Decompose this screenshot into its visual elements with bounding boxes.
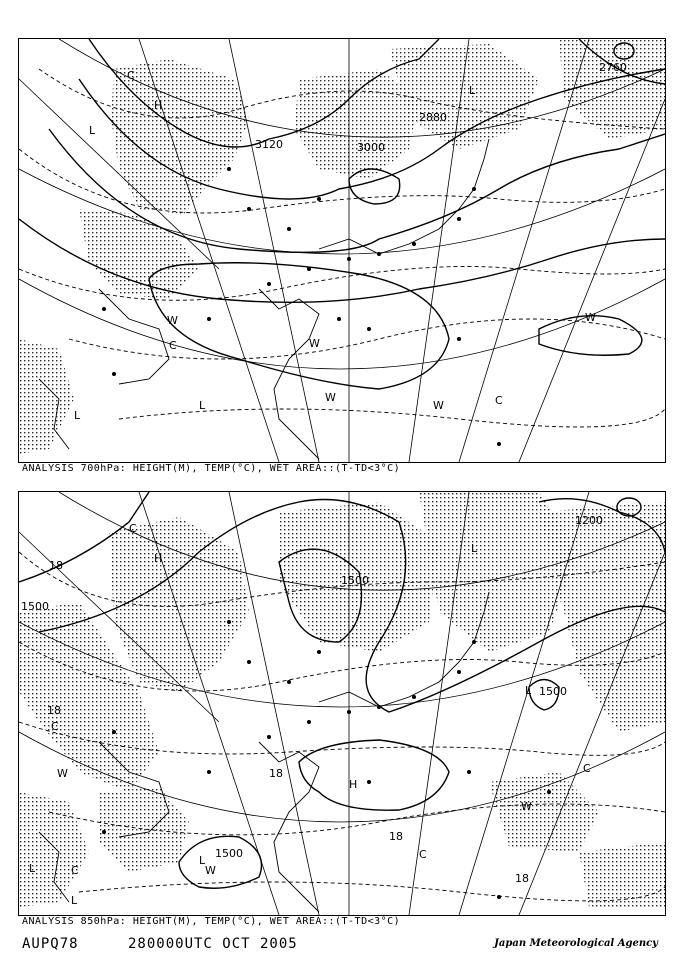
height-label-1200: 1200 xyxy=(575,514,603,527)
cold-marker: C xyxy=(51,720,59,733)
high-center: H xyxy=(154,552,163,565)
map-panel-700hpa xyxy=(18,38,666,463)
caption-700hpa: ANALYSIS 700hPa: HEIGHT(M), TEMP(°C), WET AREA::(T-TD<3°C) xyxy=(22,463,401,474)
wet-area xyxy=(579,842,665,907)
map-panel-850hpa xyxy=(18,491,666,916)
warm-marker: W xyxy=(433,399,444,412)
low-center: L xyxy=(74,409,81,422)
height-label-3000: 3000 xyxy=(357,141,385,154)
high-center: H xyxy=(349,778,358,791)
low-center: L xyxy=(29,862,36,875)
isotherm-label-18: 18 xyxy=(49,559,63,572)
low-center: L xyxy=(199,399,206,412)
height-label-1500: 1500 xyxy=(539,685,567,698)
map-700hpa-graphic xyxy=(19,39,665,462)
chart-code: AUPQ78 xyxy=(22,936,79,952)
cold-marker: C xyxy=(419,848,427,861)
warm-marker: W xyxy=(205,864,216,877)
height-label-2880: 2880 xyxy=(419,111,447,124)
low-center: L xyxy=(471,542,478,555)
height-label-1500: 1500 xyxy=(215,847,243,860)
isotherm-label-18: 18 xyxy=(389,830,403,843)
cold-marker: C xyxy=(127,69,135,82)
valid-time: 280000UTC OCT 2005 xyxy=(128,936,298,952)
wet-area xyxy=(19,792,89,907)
height-label-2760: 2760 xyxy=(599,61,627,74)
height-label-1500: 1500 xyxy=(21,600,49,613)
low-center: L xyxy=(469,84,476,97)
map-850hpa-graphic xyxy=(19,492,665,915)
wet-area xyxy=(99,787,189,872)
isotherm-label-18: 18 xyxy=(515,872,529,885)
wet-area xyxy=(489,772,599,852)
warm-marker: W xyxy=(521,800,532,813)
warm-marker: W xyxy=(585,311,596,324)
wet-area xyxy=(109,517,249,692)
cold-marker: C xyxy=(583,762,591,775)
warm-marker: W xyxy=(325,391,336,404)
isotherm-label-18: 18 xyxy=(269,767,283,780)
low-center: L xyxy=(199,854,206,867)
caption-850hpa: ANALYSIS 850hPa: HEIGHT(M), TEMP(°C), WET AREA::(T-TD<3°C) xyxy=(22,916,401,927)
height-label-3120: 3120 xyxy=(255,138,283,151)
cold-marker: C xyxy=(169,339,177,352)
low-center: L xyxy=(71,894,78,907)
low-center: L xyxy=(89,124,96,137)
cold-marker: C xyxy=(129,522,137,535)
height-label-1500: 1500 xyxy=(341,574,369,587)
coastlines xyxy=(39,139,489,459)
wet-area xyxy=(19,339,74,454)
isotherm-label-18: 18 xyxy=(47,704,61,717)
cold-marker: C xyxy=(495,394,503,407)
wet-area xyxy=(559,39,665,139)
agency-name: Japan Meteorological Agency xyxy=(494,938,658,949)
warm-marker: W xyxy=(167,314,178,327)
cold-marker: C xyxy=(71,864,79,877)
wet-area xyxy=(79,209,199,299)
warm-marker: W xyxy=(309,337,320,350)
warm-marker: W xyxy=(57,767,68,780)
high-center: H xyxy=(154,99,163,112)
low-center: L xyxy=(525,684,532,697)
